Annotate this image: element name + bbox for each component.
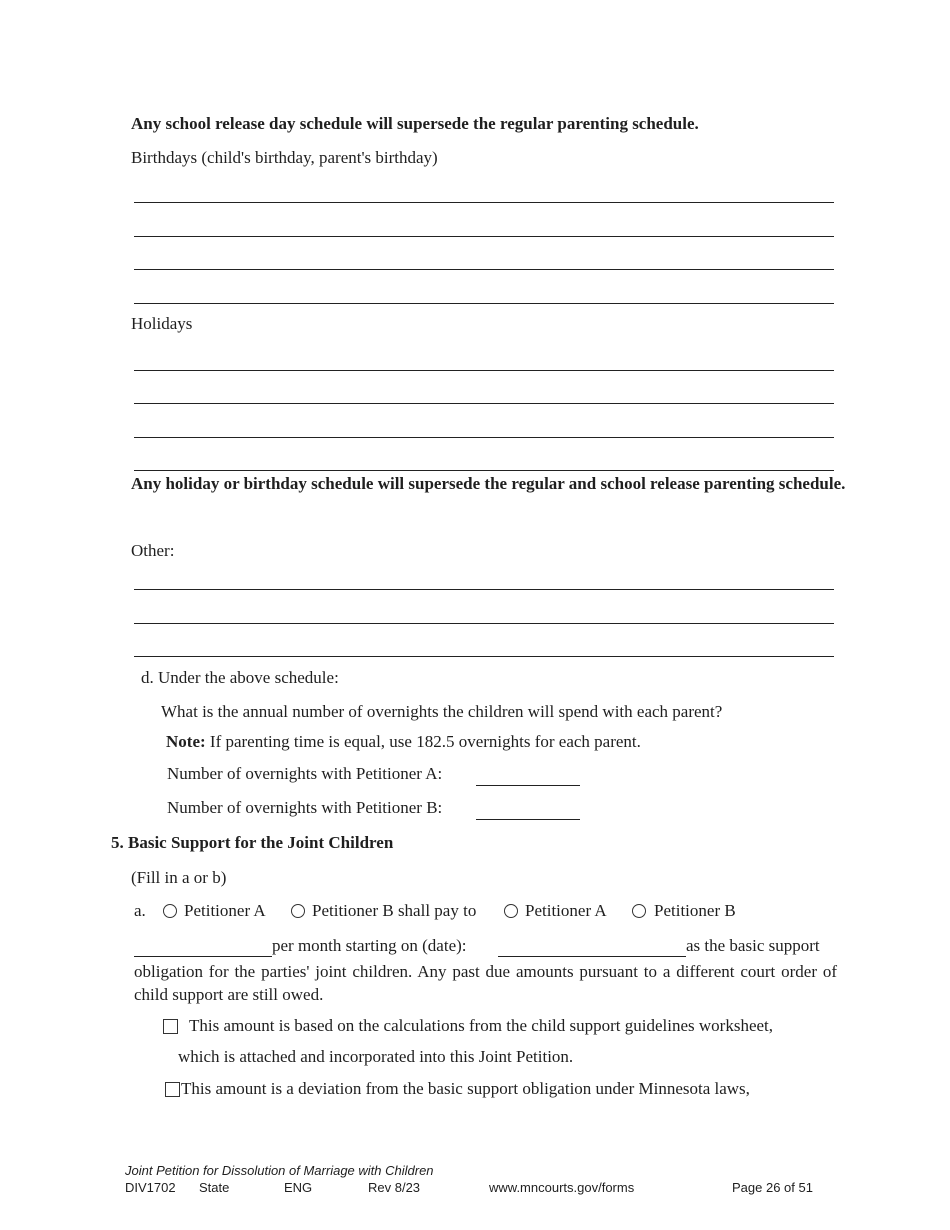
birthdays-line-3[interactable] xyxy=(134,269,834,270)
holiday-notice: Any holiday or birthday schedule will supersede the regular and school release parenting schedule. xyxy=(131,474,846,493)
footer-form-title: Joint Petition for Dissolution of Marriage with Children xyxy=(125,1163,434,1178)
footer-page-number: Page 26 of 51 xyxy=(732,1180,813,1195)
holidays-line-1[interactable] xyxy=(134,370,834,371)
other-line-2[interactable] xyxy=(134,623,834,624)
per-month-text: per month starting on (date): xyxy=(272,936,467,955)
holidays-line-3[interactable] xyxy=(134,437,834,438)
other-line-1[interactable] xyxy=(134,589,834,590)
birthdays-line-4[interactable] xyxy=(134,303,834,304)
payee-petitioner-a-radio[interactable] xyxy=(504,904,518,918)
school-release-notice: Any school release day schedule will supersede the regular parenting schedule. xyxy=(131,114,699,133)
note-line xyxy=(166,731,641,752)
footer-website: www.mncourts.gov/forms xyxy=(489,1180,635,1195)
basic-support-text: as the basic support xyxy=(686,936,820,955)
overnights-a-label: Number of overnights with Petitioner A: xyxy=(167,764,443,783)
footer-revision: Rev 8/23 xyxy=(368,1180,421,1195)
overnights-b-field[interactable] xyxy=(476,819,580,820)
worksheet-text-line-1: This amount is based on the calculations from the child support guidelines worksheet, xyxy=(189,1016,774,1035)
payer-petitioner-a-label: Petitioner A xyxy=(184,901,266,920)
holidays-line-2[interactable] xyxy=(134,403,834,404)
support-start-date-field[interactable] xyxy=(498,956,686,957)
birthdays-line-2[interactable] xyxy=(134,236,834,237)
worksheet-checkbox[interactable] xyxy=(163,1019,178,1034)
item-a-label: a. xyxy=(134,901,146,920)
deviation-text: This amount is a deviation from the basic support obligation under Minnesota laws, xyxy=(181,1079,750,1098)
note-label: Note: xyxy=(166,732,206,751)
payer-petitioner-b-label: Petitioner B shall pay to xyxy=(312,901,477,920)
overnights-b-label: Number of overnights with Petitioner B: xyxy=(167,798,443,817)
other-label: Other: xyxy=(131,541,175,560)
payer-petitioner-a-radio[interactable] xyxy=(163,904,177,918)
footer-form-code: DIV1702 xyxy=(125,1180,176,1195)
overnights-a-field[interactable] xyxy=(476,785,580,786)
deviation-checkbox[interactable] xyxy=(165,1082,180,1097)
birthdays-line-1[interactable] xyxy=(134,202,834,203)
payee-petitioner-a-label: Petitioner A xyxy=(525,901,607,920)
overnights-question: What is the annual number of overnights the children will spend with each parent? xyxy=(161,702,723,721)
section-d-heading: d. Under the above schedule: xyxy=(141,668,339,687)
payee-petitioner-b-label: Petitioner B xyxy=(654,901,736,920)
section-5-instruction: (Fill in a or b) xyxy=(131,868,227,887)
section-5-heading: 5. Basic Support for the Joint Children xyxy=(111,833,394,852)
footer-language: ENG xyxy=(284,1180,313,1195)
note-text: If parenting time is equal, use 182.5 overnights for each parent. xyxy=(209,732,641,751)
payee-petitioner-b-radio[interactable] xyxy=(632,904,646,918)
worksheet-text-line-2: which is attached and incorporated into this Joint Petition. xyxy=(178,1047,574,1066)
holidays-label: Holidays xyxy=(131,314,193,333)
other-line-3[interactable] xyxy=(134,656,834,657)
support-amount-field[interactable] xyxy=(134,956,272,957)
obligation-paragraph: obligation for the parties' joint children. Any past due amounts pursuant to a different court order of child support are still owed. xyxy=(134,962,837,1004)
birthdays-label: Birthdays (child's birthday, parent's birthday) xyxy=(131,148,438,167)
footer-jurisdiction: State xyxy=(199,1180,230,1195)
holidays-line-4[interactable] xyxy=(134,470,834,471)
payer-petitioner-b-radio[interactable] xyxy=(291,904,305,918)
